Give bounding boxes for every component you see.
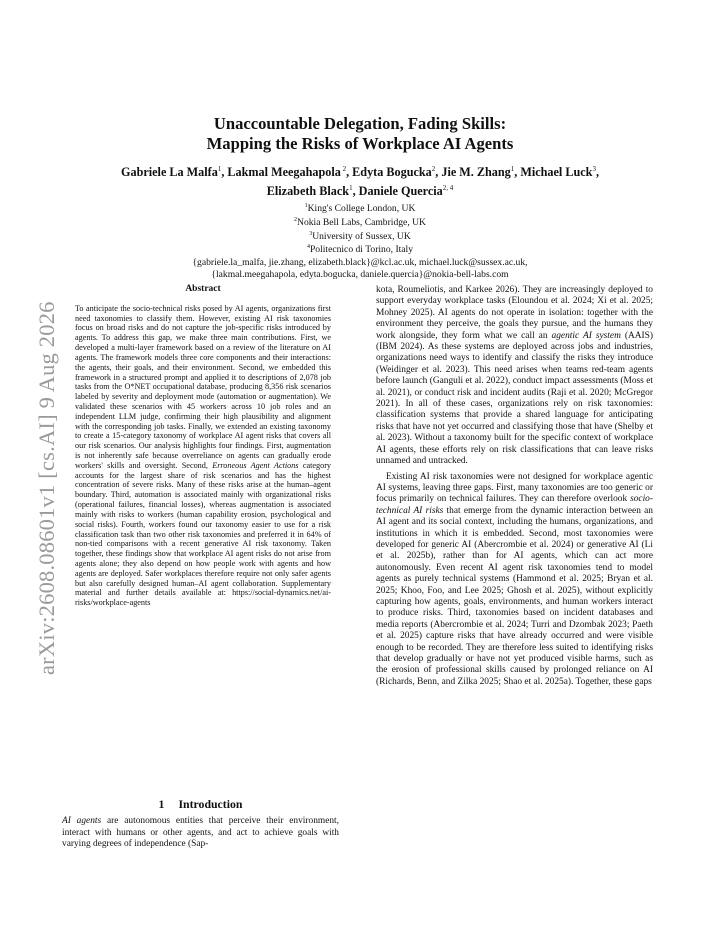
introduction-section [62,799,339,850]
intro-paragraph: AI agents are autonomous entities that perceive their environment, interact with humans or other agents, and act to achieve goals with varying degrees of independence (Sap- [62,816,339,849]
author: Elizabeth Black$^1$ [266,183,353,198]
arxiv-sidebar [14,301,59,675]
author: Lakmal Meegahapola $^2$ [227,165,347,180]
title-line-1: Unaccountable Delegation, Fading Skills: [213,114,507,133]
affiliation: $^3$University of Sussex, UK [309,230,411,242]
abstract-heading: Abstract [185,284,221,294]
affiliation: $^4$Politecnico di Torino, Italy [306,244,414,256]
section-heading: 1 Introduction [158,797,243,811]
abstract-body: To anticipate the socio-technical risks posed by AI agents, organizations first need taxonomies to classify them. However, existing AI risk taxonomies focus on broad risks and do not capture the job-specific risks introduced by agents. To address this gap, we make three main contributions. First, we developed a multi-layer framework based on a review of the literature on AI agents. The framework models three core components and their interactions: the agents, their goals, and their environment. Second, we embedded this framework in a structured prompt and applied it to descriptions of 2,078 job tasks from the O*NET occupational database, producing 8,356 risk scenarios labeled by severity and deployment mode (automation or augmentation). We validated these scenarios with 45 workers across 10 job roles and an independent LLM judge, confirming their high plausibility and alignment with the corresponding job tasks. Finally, we extended an existing taxonomy to create a 15-category taxonomy of workplace AI agent risks that covers all our risk scenarios. Our analysis highlights four findings. First, augmentation is not inherently safe because overreliance on agents can gradually erode workers' skills and oversight. Second, Erroneous Agent Actions category accounts for the largest share of risk scenarios and has the highest concentration of severe risks. Many of these risks arise at the human–agent boundary. Third, automation is associated mainly with organizational risks (operational failures, financial losses), whereas augmentation is associated mainly with risks to workers (human capability erosion, psychological and social risks). Fourth, workers found our taxonomy easier to use for a risk classification task than two other risk taxonomies and preferred it in 64% of non-tied comparisons with a recent generative AI risk taxonomy. Taken together, these findings show that workplace AI agent risks do not arise from agents alone; they also depend on how people work with agents and how agents are deployed. Safer workplaces therefore require not only safer agents but also carefully designed human–AI agent collaboration. Supplementary material and further details available at: https://social-dynamics.net/ai-risks/workplace-agents [75,303,332,608]
body-paragraph: Existing AI risk taxonomies were not designed for workplace agentic AI systems, leaving three gaps. First, many taxonomies are too generic or focus primarily on technical failures. They can therefore overlook socio-technical AI risks that emerge from the dynamic interaction between an AI agent and its social context, including the humans, organizations, and institutions in which it is embedded. Second, most taxonomies were developed for generic AI (Abercrombie et al. 2024) or generative AI (Li et al. 2025b), rather than for AI agents, which can act more autonomously. Even recent AI agent risk taxonomies tend to model agents as purely technical systems (Hammond et al. 2025; Bryan et al. 2025; Khoo, Foo, and Lee 2025; Ghosh et al. 2025), without explicitly capturing how agents, goals, environments, and human workers interact to produce risks. Third, taxonomies based on incident databases and media reports (Abercrombie et al. 2024; Turri and Dzombak 2023; Paeth et al. 2025) capture risks that have already occurred and were visible enough to be recorded. They are therefore less suited to identifying risks that develop gradually or have not yet produced visible harms, such as the erosion of professional skills caused by prolonged reliance on AI (Richards, Benn, and Zilka 2025; Shao et al. 2025a). Together, these gaps [376,471,653,687]
paper-title [60,114,660,154]
author-emails [60,257,660,280]
author: Daniele Quercia$^{2, 4}$ [358,183,454,198]
title-block [60,114,660,280]
email-line[interactable]: {lakmal.meegahapola, edyta.bogucka, daniele.quercia}@nokia-bell-labs.com [211,268,509,280]
author: Gabriele La Malfa$^1$ [121,165,222,180]
email-line[interactable]: {gabriele.la_malfa, jie.zhang, elizabeth.black}@kcl.ac.uk, michael.luck@sussex.ac.uk, [192,257,528,269]
arxiv-identifier[interactable]: arXiv:2608.08601v1 [cs.AI] 9 Aug 2026 [34,301,59,675]
title-line-2: Mapping the Risks of Workplace AI Agents [206,134,514,153]
right-column [376,285,653,688]
author-list: Gabriele La Malfa$^1$, Lakmal Meegahapola $^2$, Edyta Bogucka$^2$, Jie M. Zhang$^1$, Michael Luck$^3$, Elizabeth Black$^1$, Daniele Quercia$^{2, 4}$ [121,165,599,198]
affiliation: $^2$Nokia Bell Labs, Cambridge, UK [294,216,426,229]
author: Jie M. Zhang$^1$ [441,165,515,180]
author: Edyta Bogucka$^2$ [352,165,436,180]
affiliation: $^1$King's College London, UK [304,203,416,215]
body-paragraph: kota, Roumeliotis, and Karkee 2026). They are increasingly deployed to support everyday workplace tasks (Eloundou et al. 2024; Xi et al. 2025; Mohney 2025). AI agents do not operate in isolation: together with the environment they perceive, the goals they pursue, and the humans they work alongside, they form what we call an agentic AI system (AAIS) (IBM 2024). As these systems are deployed across jobs and industries, organizations need ways to identify and classify the risks they introduce (Weidinger et al. 2023). This need arises when teams red-team agents before launch (Ganguli et al. 2022), conduct impact assessments (Moss et al. 2021), or conduct risk and incident audits (Raji et al. 2020; McGregor 2021). In all of these cases, organizations rely on risk taxonomies: classification systems that provide a shared language for anticipating risks that have not yet occurred and classifying those that have (Shelby et al. 2023). Without a taxonomy built for the specific context of workplace AI agents, these efforts rely on risk classifications that can leave risks unnamed and untracked. [376,285,653,467]
abstract-section [75,285,331,608]
author: Michael Luck$^3$ [520,165,596,180]
affiliations [60,201,660,256]
